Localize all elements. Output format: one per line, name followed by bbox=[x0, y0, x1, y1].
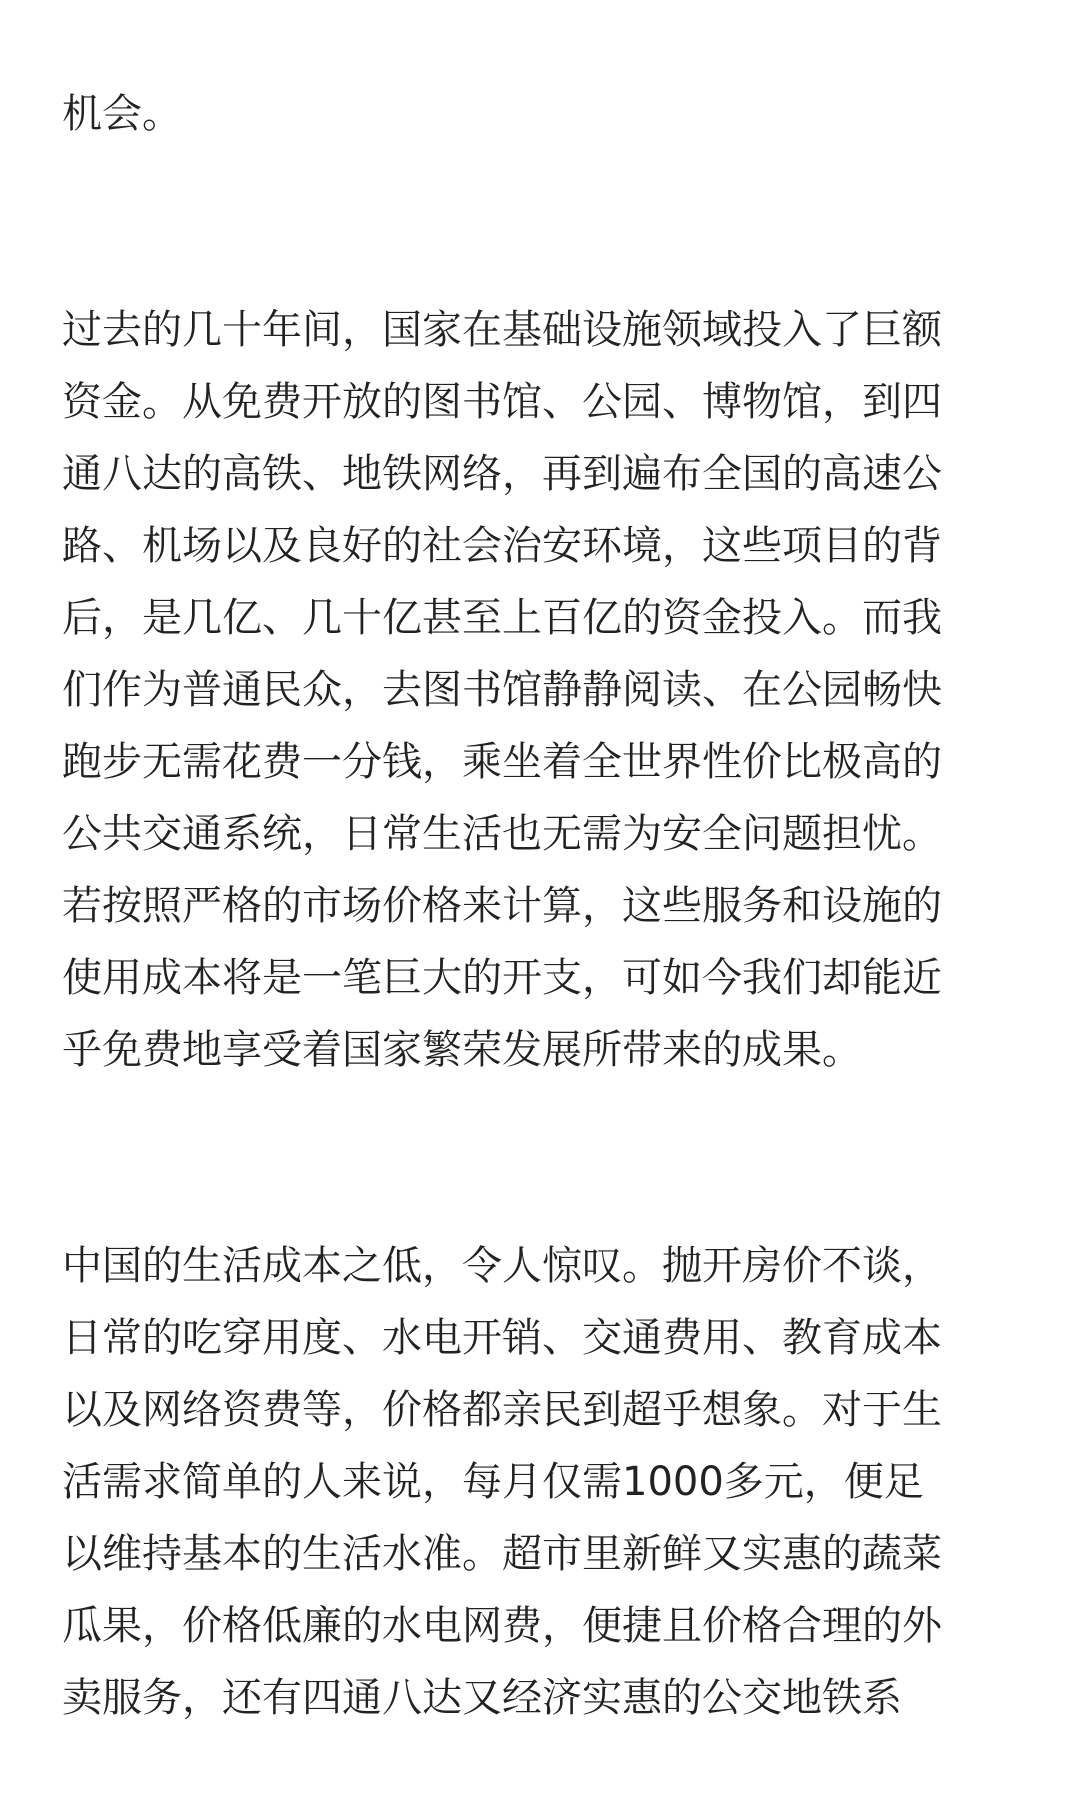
article-body bbox=[62, 78, 1022, 1734]
text-line: 路、机场以及良好的社会治安环境，这些项目的背 bbox=[62, 523, 942, 569]
text-line: 后，是几亿、几十亿甚至上百亿的资金投入。而我 bbox=[62, 595, 942, 641]
text-line: 机会。 bbox=[62, 91, 182, 137]
text-line: 以及网络资费等，价格都亲民到超乎想象。对于生 bbox=[62, 1387, 942, 1433]
text-line: 若按照严格的市场价格来计算，这些服务和设施的 bbox=[62, 883, 942, 929]
text-line: 使用成本将是一笔巨大的开支，可如今我们却能近 bbox=[62, 955, 942, 1001]
text-line: 资金。从免费开放的图书馆、公园、博物馆，到四 bbox=[62, 379, 942, 425]
text-line: 卖服务，还有四通八达又经济实惠的公交地铁系 bbox=[62, 1675, 902, 1721]
text-line: 们作为普通民众，去图书馆静静阅读、在公园畅快 bbox=[62, 667, 942, 713]
text-line: 活需求简单的人来说，每月仅需1000多元，便足 bbox=[62, 1459, 924, 1505]
text-line: 中国的生活成本之低，令人惊叹。抛开房价不谈， bbox=[62, 1243, 942, 1289]
text-line: 乎免费地享受着国家繁荣发展所带来的成果。 bbox=[62, 1027, 862, 1073]
text-line: 过去的几十年间，国家在基础设施领域投入了巨额 bbox=[62, 307, 942, 353]
text-line: 通八达的高铁、地铁网络，再到遍布全国的高速公 bbox=[62, 451, 942, 497]
paragraph bbox=[62, 294, 1022, 1086]
text-line: 跑步无需花费一分钱，乘坐着全世界性价比极高的 bbox=[62, 739, 942, 785]
text-line: 瓜果，价格低廉的水电网费，便捷且价格合理的外 bbox=[62, 1603, 942, 1649]
paragraph bbox=[62, 1230, 1022, 1734]
text-line: 公共交通系统，日常生活也无需为安全问题担忧。 bbox=[62, 811, 942, 857]
text-line: 日常的吃穿用度、水电开销、交通费用、教育成本 bbox=[62, 1315, 942, 1361]
paragraph-gap bbox=[62, 150, 1022, 294]
text-line: 以维持基本的生活水准。超市里新鲜又实惠的蔬菜 bbox=[62, 1531, 942, 1577]
paragraph bbox=[62, 78, 1022, 150]
paragraph-gap bbox=[62, 1086, 1022, 1230]
